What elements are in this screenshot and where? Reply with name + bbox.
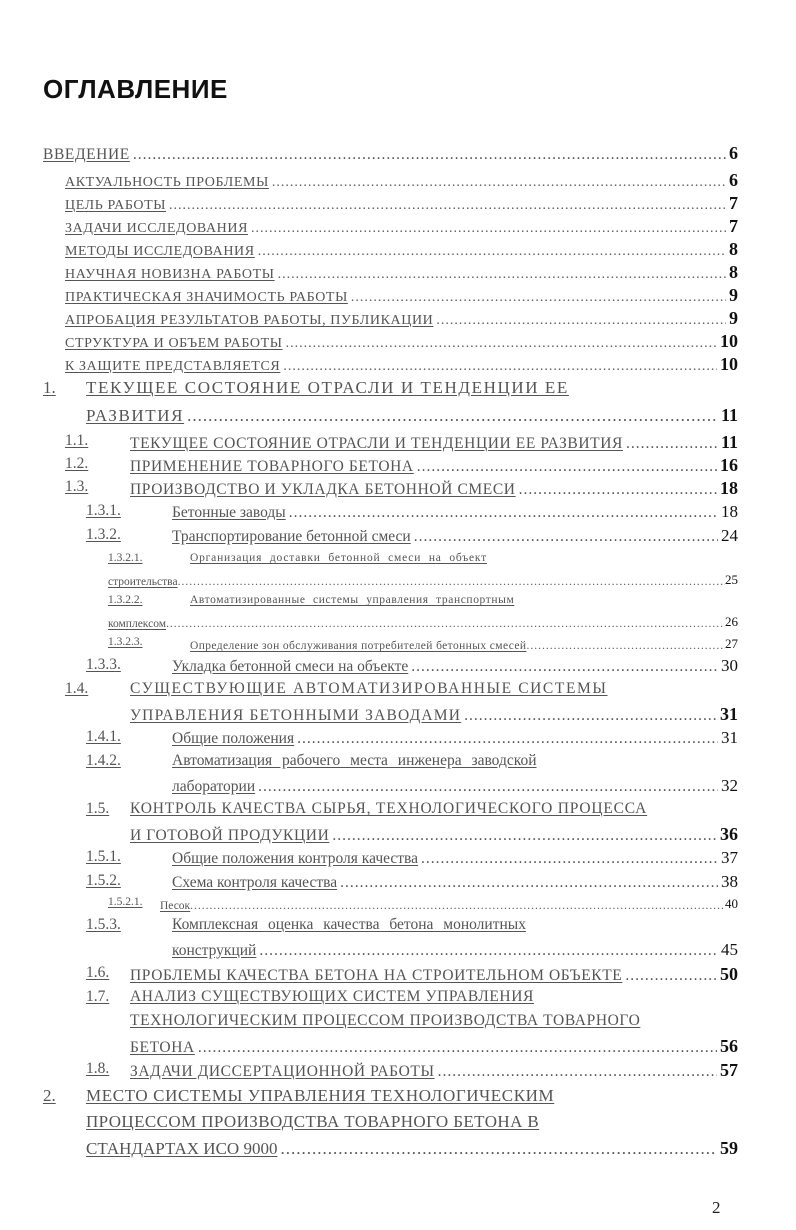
toc-title: ВВЕДЕНИЕ xyxy=(43,146,130,163)
toc-number: 1.6. xyxy=(86,964,110,981)
leader-dots xyxy=(258,244,726,260)
toc-title-line: лаборатории xyxy=(172,778,256,795)
leader-dots xyxy=(297,730,718,748)
toc-entry-novelty[interactable] xyxy=(65,262,738,283)
leader-dots xyxy=(417,458,717,476)
toc-page: 59 xyxy=(720,1138,738,1158)
toc-page: 18 xyxy=(721,502,738,521)
toc-number: 1. xyxy=(43,378,56,397)
toc-number: 1.3.2.1. xyxy=(108,552,143,564)
toc-number: 1.3.1. xyxy=(86,502,121,519)
toc-number: 1.5. xyxy=(86,800,110,817)
leader-dots xyxy=(438,1063,717,1081)
toc-entry-tasks[interactable] xyxy=(65,216,738,237)
toc-number: 1.7. xyxy=(86,988,110,1005)
toc-title: ЦЕЛЬ РАБОТЫ xyxy=(65,198,167,213)
toc-number: 1.2. xyxy=(65,455,89,472)
leader-dots xyxy=(283,359,717,375)
leader-dots xyxy=(198,1039,717,1057)
toc-page: 9 xyxy=(729,308,738,328)
leader-dots xyxy=(251,221,726,237)
toc-number: 1.3.2.3. xyxy=(108,636,143,648)
toc-page: 10 xyxy=(720,354,738,374)
toc-title: К ЗАЩИТЕ ПРЕДСТАВЛЯЕТСЯ xyxy=(65,359,281,374)
toc-page: 57 xyxy=(720,1060,738,1080)
page-title: ОГЛАВЛЕНИЕ xyxy=(43,74,228,104)
leader-dots xyxy=(519,481,717,499)
toc-title: ТЕКУЩЕЕ СОСТОЯНИЕ ОТРАСЛИ И ТЕНДЕНЦИИ ЕЕ РАЗВИТИЯ xyxy=(130,435,623,452)
toc-number: 2. xyxy=(43,1086,56,1105)
toc-entry-significance[interactable] xyxy=(65,285,738,306)
toc-title-line: УПРАВЛЕНИЯ БЕТОННЫМИ ЗАВОДАМИ xyxy=(130,707,462,724)
toc-title: Общие положения контроля качества xyxy=(172,850,419,867)
toc-title-line: СТАНДАРТАХ ИСО 9000 xyxy=(86,1139,278,1158)
toc-page: 6 xyxy=(729,143,738,163)
toc-title: Укладка бетонной смеси на объекте xyxy=(172,658,409,675)
leader-dots xyxy=(289,504,718,522)
toc-page: 56 xyxy=(720,1036,738,1056)
toc-title-line: ТЕХНОЛОГИЧЕСКИМ ПРОЦЕССОМ ПРОИЗВОДСТВА ТОВАРНОГО xyxy=(130,1012,641,1029)
toc-number: 1.5.2.1. xyxy=(108,896,143,908)
toc-title-line: Комплексная оценка качества бетона монолитных xyxy=(172,916,526,933)
leader-dots xyxy=(272,175,726,191)
toc-title: МЕТОДЫ ИССЛЕДОВАНИЯ xyxy=(65,244,255,259)
leader-dots xyxy=(258,778,718,796)
leader-dots xyxy=(166,618,725,630)
toc-page: 16 xyxy=(720,455,738,475)
toc-title-line: строительства xyxy=(108,576,178,588)
toc-title: АПРОБАЦИЯ РЕЗУЛЬТАТОВ РАБОТЫ, ПУБЛИКАЦИИ xyxy=(65,313,434,328)
toc-page: 6 xyxy=(729,170,738,190)
leader-dots xyxy=(169,198,726,214)
toc-page: 30 xyxy=(721,656,738,675)
toc-page: 36 xyxy=(720,824,738,844)
toc-number: 1.3.3. xyxy=(86,656,121,673)
toc-title: Бетонные заводы xyxy=(172,504,286,521)
toc-title-line: Автоматизированные системы управления транспортным xyxy=(190,594,515,606)
toc-title-line: Автоматизация рабочего места инженера заводской xyxy=(172,752,537,769)
leader-dots xyxy=(178,576,725,588)
leader-dots xyxy=(526,640,725,652)
toc-title: Определение зон обслуживания потребителей бетонных смесей xyxy=(190,640,527,652)
toc-title: АКТУАЛЬНОСТЬ ПРОБЛЕМЫ xyxy=(65,175,269,190)
leader-dots xyxy=(436,313,726,329)
toc-title-line: МЕСТО СИСТЕМЫ УПРАВЛЕНИЯ ТЕХНОЛОГИЧЕСКИМ xyxy=(86,1086,555,1105)
leader-dots xyxy=(286,336,717,352)
toc-title-line: комплексом xyxy=(108,618,167,630)
toc-title: ЗАДАЧИ ДИССЕРТАЦИОННОЙ РАБОТЫ xyxy=(130,1063,435,1080)
toc-page: 27 xyxy=(725,636,738,651)
toc-page: 8 xyxy=(729,262,738,282)
toc-entry-goal[interactable] xyxy=(65,193,738,214)
toc-title-line: РАЗВИТИЯ xyxy=(86,406,185,425)
toc-number: 1.3.2. xyxy=(86,526,121,543)
toc-title: Общие положения xyxy=(172,730,295,747)
leader-dots xyxy=(332,827,717,845)
leader-dots xyxy=(190,900,725,912)
toc-title-line: ПРОЦЕССОМ ПРОИЗВОДСТВА ТОВАРНОГО БЕТОНА В xyxy=(86,1112,540,1131)
toc-page: 7 xyxy=(729,193,738,213)
toc-title: НАУЧНАЯ НОВИЗНА РАБОТЫ xyxy=(65,267,275,282)
leader-dots xyxy=(625,967,717,985)
toc-page: 31 xyxy=(721,728,738,747)
leader-dots xyxy=(340,874,718,892)
leader-dots xyxy=(421,850,718,868)
toc-title-line: БЕТОНА xyxy=(130,1039,195,1056)
leader-dots xyxy=(259,942,718,960)
toc-page: 38 xyxy=(721,872,738,891)
toc-entry-approbation[interactable] xyxy=(65,308,738,329)
toc-page: 11 xyxy=(720,405,738,425)
toc-number: 1.3.2.2. xyxy=(108,594,143,606)
leader-dots xyxy=(278,267,726,283)
toc-title-line: АНАЛИЗ СУЩЕСТВУЮЩИХ СИСТЕМ УПРАВЛЕНИЯ xyxy=(130,988,534,1005)
toc-page: 10 xyxy=(720,331,738,351)
toc-page: 24 xyxy=(721,526,738,545)
toc-entry-relevance[interactable] xyxy=(65,170,738,191)
toc-page: 26 xyxy=(725,614,738,629)
leader-dots xyxy=(280,1139,717,1159)
toc-title-line: КОНТРОЛЬ КАЧЕСТВА СЫРЬЯ, ТЕХНОЛОГИЧЕСКОГО ПРОЦЕССА xyxy=(130,800,648,817)
toc-number: 1.4.2. xyxy=(86,752,121,769)
toc-page: 40 xyxy=(725,896,738,911)
toc-page: 8 xyxy=(729,239,738,259)
toc-title: ПРОИЗВОДСТВО И УКЛАДКА БЕТОННОЙ СМЕСИ xyxy=(130,481,516,498)
toc-number: 1.3. xyxy=(65,478,89,495)
toc-page: 18 xyxy=(720,478,738,498)
toc-title-line: И ГОТОВОЙ ПРОДУКЦИИ xyxy=(130,827,330,844)
toc-page: 32 xyxy=(721,776,738,795)
toc-title: ПРАКТИЧЕСКАЯ ЗНАЧИМОСТЬ РАБОТЫ xyxy=(65,290,348,305)
leader-dots xyxy=(187,406,718,426)
page-number: 2 xyxy=(712,1198,721,1217)
toc-entry-structure[interactable] xyxy=(65,331,738,352)
toc-title-line: СУЩЕСТВУЮЩИЕ АВТОМАТИЗИРОВАННЫЕ СИСТЕМЫ xyxy=(130,680,608,697)
toc-number: 1.5.3. xyxy=(86,916,121,933)
toc-number: 1.4. xyxy=(65,680,89,697)
toc-title: ПРОБЛЕМЫ КАЧЕСТВА БЕТОНА НА СТРОИТЕЛЬНОМ ОБЪЕКТЕ xyxy=(130,967,623,984)
toc-number: 1.8. xyxy=(86,1060,110,1077)
toc-page: 7 xyxy=(729,216,738,236)
leader-dots xyxy=(414,528,718,546)
toc-title-line: Организация доставки бетонной смеси на объект xyxy=(190,552,487,564)
toc-title: Песок xyxy=(160,900,191,912)
leader-dots xyxy=(133,146,726,164)
toc-entry-introduction[interactable] xyxy=(43,143,738,164)
toc-title-line: конструкций xyxy=(172,942,257,959)
leader-dots xyxy=(626,435,718,453)
toc-title-line: ТЕКУЩЕЕ СОСТОЯНИЕ ОТРАСЛИ И ТЕНДЕНЦИИ ЕЕ xyxy=(86,378,569,397)
toc-title: Транспортирование бетонной смеси xyxy=(172,528,411,545)
toc-page: 9 xyxy=(729,285,738,305)
toc-entry-methods[interactable] xyxy=(65,239,738,260)
toc-number: 1.5.2. xyxy=(86,872,121,889)
toc-number: 1.4.1. xyxy=(86,728,121,745)
toc-page: 31 xyxy=(720,704,738,724)
leader-dots xyxy=(351,290,726,306)
toc-title: СТРУКТУРА И ОБЪЕМ РАБОТЫ xyxy=(65,336,283,351)
toc-page: 45 xyxy=(721,940,738,959)
toc-number: 1.5.1. xyxy=(86,848,121,865)
toc-title: ЗАДАЧИ ИССЛЕДОВАНИЯ xyxy=(65,221,249,236)
toc-entry-defense[interactable] xyxy=(65,354,738,375)
toc-page: 25 xyxy=(725,572,738,587)
toc-page: 50 xyxy=(720,964,738,984)
toc-title: Схема контроля качества xyxy=(172,874,338,891)
toc-page: 11 xyxy=(720,432,738,452)
toc-title: ПРИМЕНЕНИЕ ТОВАРНОГО БЕТОНА xyxy=(130,458,414,475)
leader-dots xyxy=(411,658,718,676)
toc-number: 1.1. xyxy=(65,432,89,449)
toc-page: 37 xyxy=(721,848,738,867)
leader-dots xyxy=(464,707,717,725)
